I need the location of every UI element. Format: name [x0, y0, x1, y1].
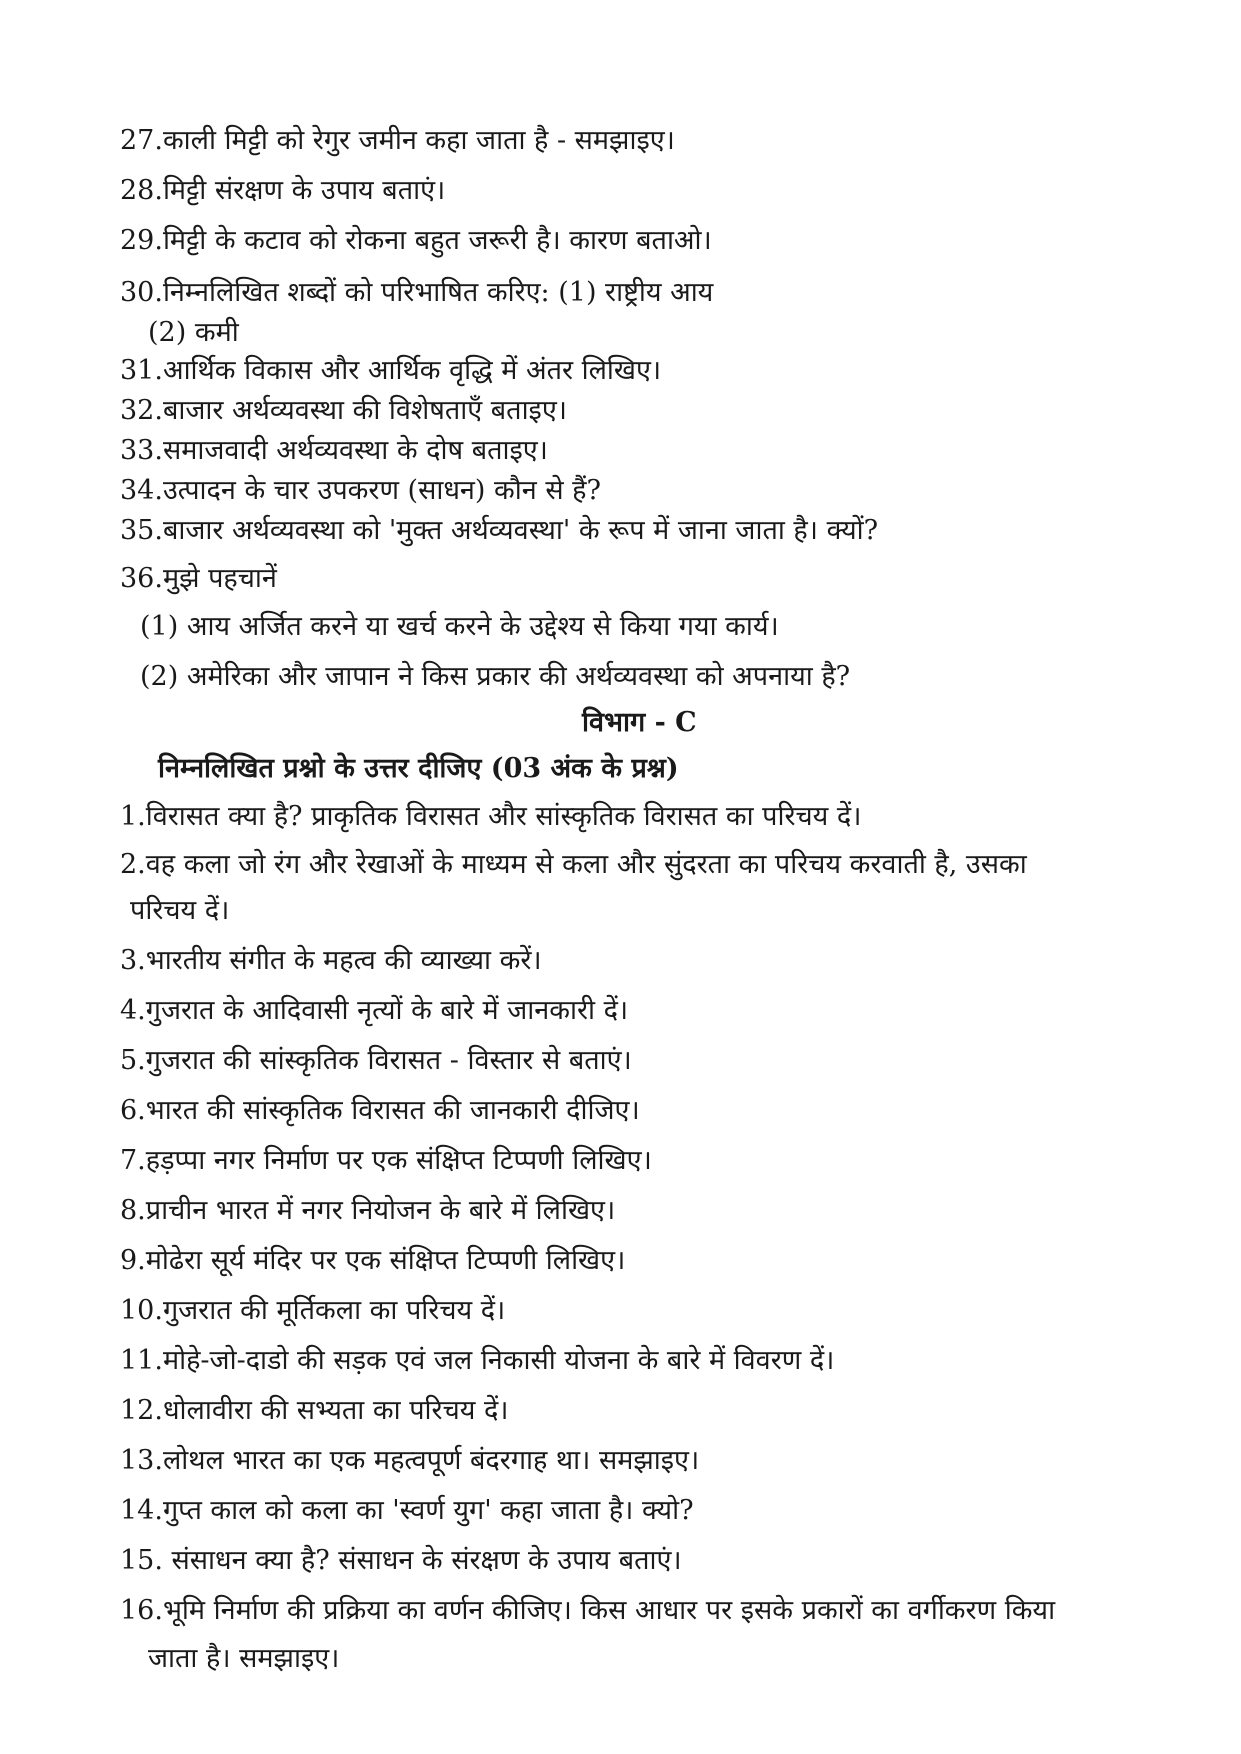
question-c-2: 2.वह कला जो रंग और रेखाओं के माध्यम से कला और सुंदरता का परिचय करवाती है, उसका — [120, 849, 1027, 880]
question-27: 27.काली मिट्टी को रेगुर जमीन कहा जाता है - समझाइए। — [120, 125, 675, 156]
question-c-12: 12.धोलावीरा की सभ्यता का परिचय दें। — [120, 1395, 509, 1426]
question-c-5: 5.गुजरात की सांस्कृतिक विरासत - विस्तार से बताएं। — [120, 1045, 632, 1076]
question-c-6: 6.भारत की सांस्कृतिक विरासत की जानकारी दीजिए। — [120, 1095, 640, 1126]
question-36-part-1: (1) आय अर्जित करने या खर्च करने के उद्देश्य से किया गया कार्य। — [140, 611, 779, 642]
question-36: 36.मुझे पहचानें — [120, 563, 277, 594]
question-c-4: 4.गुजरात के आदिवासी नृत्यों के बारे में जानकारी दें। — [120, 995, 629, 1026]
question-31: 31.आर्थिक विकास और आर्थिक वृद्धि में अंतर लिखिए। — [120, 355, 662, 386]
question-35: 35.बाजार अर्थव्यवस्था को 'मुक्त अर्थव्यवस्था' के रूप में जाना जाता है। क्यों? — [120, 515, 879, 546]
question-34: 34.उत्पादन के चार उपकरण (साधन) कौन से हैं? — [120, 475, 601, 506]
question-33: 33.समाजवादी अर्थव्यवस्था के दोष बताइए। — [120, 435, 548, 466]
question-c-16: 16.भूमि निर्माण की प्रक्रिया का वर्णन कीजिए। किस आधार पर इसके प्रकारों का वर्गीकरण किया — [120, 1595, 1056, 1626]
question-30-continuation: (2) कमी — [148, 317, 239, 348]
question-c-9: 9.मोढेरा सूर्य मंदिर पर एक संक्षिप्त टिप्पणी लिखिए। — [120, 1245, 626, 1276]
section-heading: विभाग - C — [582, 707, 697, 738]
question-c-7: 7.हड़प्पा नगर निर्माण पर एक संक्षिप्त टिप्पणी लिखिए। — [120, 1145, 652, 1176]
question-29: 29.मिट्टी के कटाव को रोकना बहुत जरूरी है। कारण बताओ। — [120, 225, 712, 256]
question-36-part-2: (2) अमेरिका और जापान ने किस प्रकार की अर्थव्यवस्था को अपनाया है? — [140, 661, 851, 692]
question-c-2-continuation: परिचय दें। — [130, 895, 230, 926]
question-30: 30.निम्नलिखित शब्दों को परिभाषित करिए: (1) राष्ट्रीय आय — [120, 277, 714, 308]
question-c-3: 3.भारतीय संगीत के महत्व की व्याख्या करें। — [120, 945, 542, 976]
question-c-13: 13.लोथल भारत का एक महत्वपूर्ण बंदरगाह था। समझाइए। — [120, 1445, 700, 1476]
question-28: 28.मिट्टी संरक्षण के उपाय बताएं। — [120, 175, 446, 206]
question-c-16-continuation: जाता है। समझाइए। — [148, 1643, 340, 1674]
question-32: 32.बाजार अर्थव्यवस्था की विशेषताएँ बताइए। — [120, 395, 567, 426]
question-c-1: 1.विरासत क्या है? प्राकृतिक विरासत और सांस्कृतिक विरासत का परिचय दें। — [120, 801, 862, 832]
question-c-14: 14.गुप्त काल को कला का 'स्वर्ण युग' कहा जाता है। क्यो? — [120, 1495, 694, 1526]
section-instruction: निम्नलिखित प्रश्नो के उत्तर दीजिए (03 अंक के प्रश्न) — [158, 753, 679, 784]
question-c-15: 15. संसाधन क्या है? संसाधन के संरक्षण के उपाय बताएं। — [120, 1545, 682, 1576]
question-c-11: 11.मोहे-जो-दाडो की सड़क एवं जल निकासी योजना के बारे में विवरण दें। — [120, 1345, 835, 1376]
question-c-8: 8.प्राचीन भारत में नगर नियोजन के बारे में लिखिए। — [120, 1195, 616, 1226]
question-c-10: 10.गुजरात की मूर्तिकला का परिचय दें। — [120, 1295, 506, 1326]
